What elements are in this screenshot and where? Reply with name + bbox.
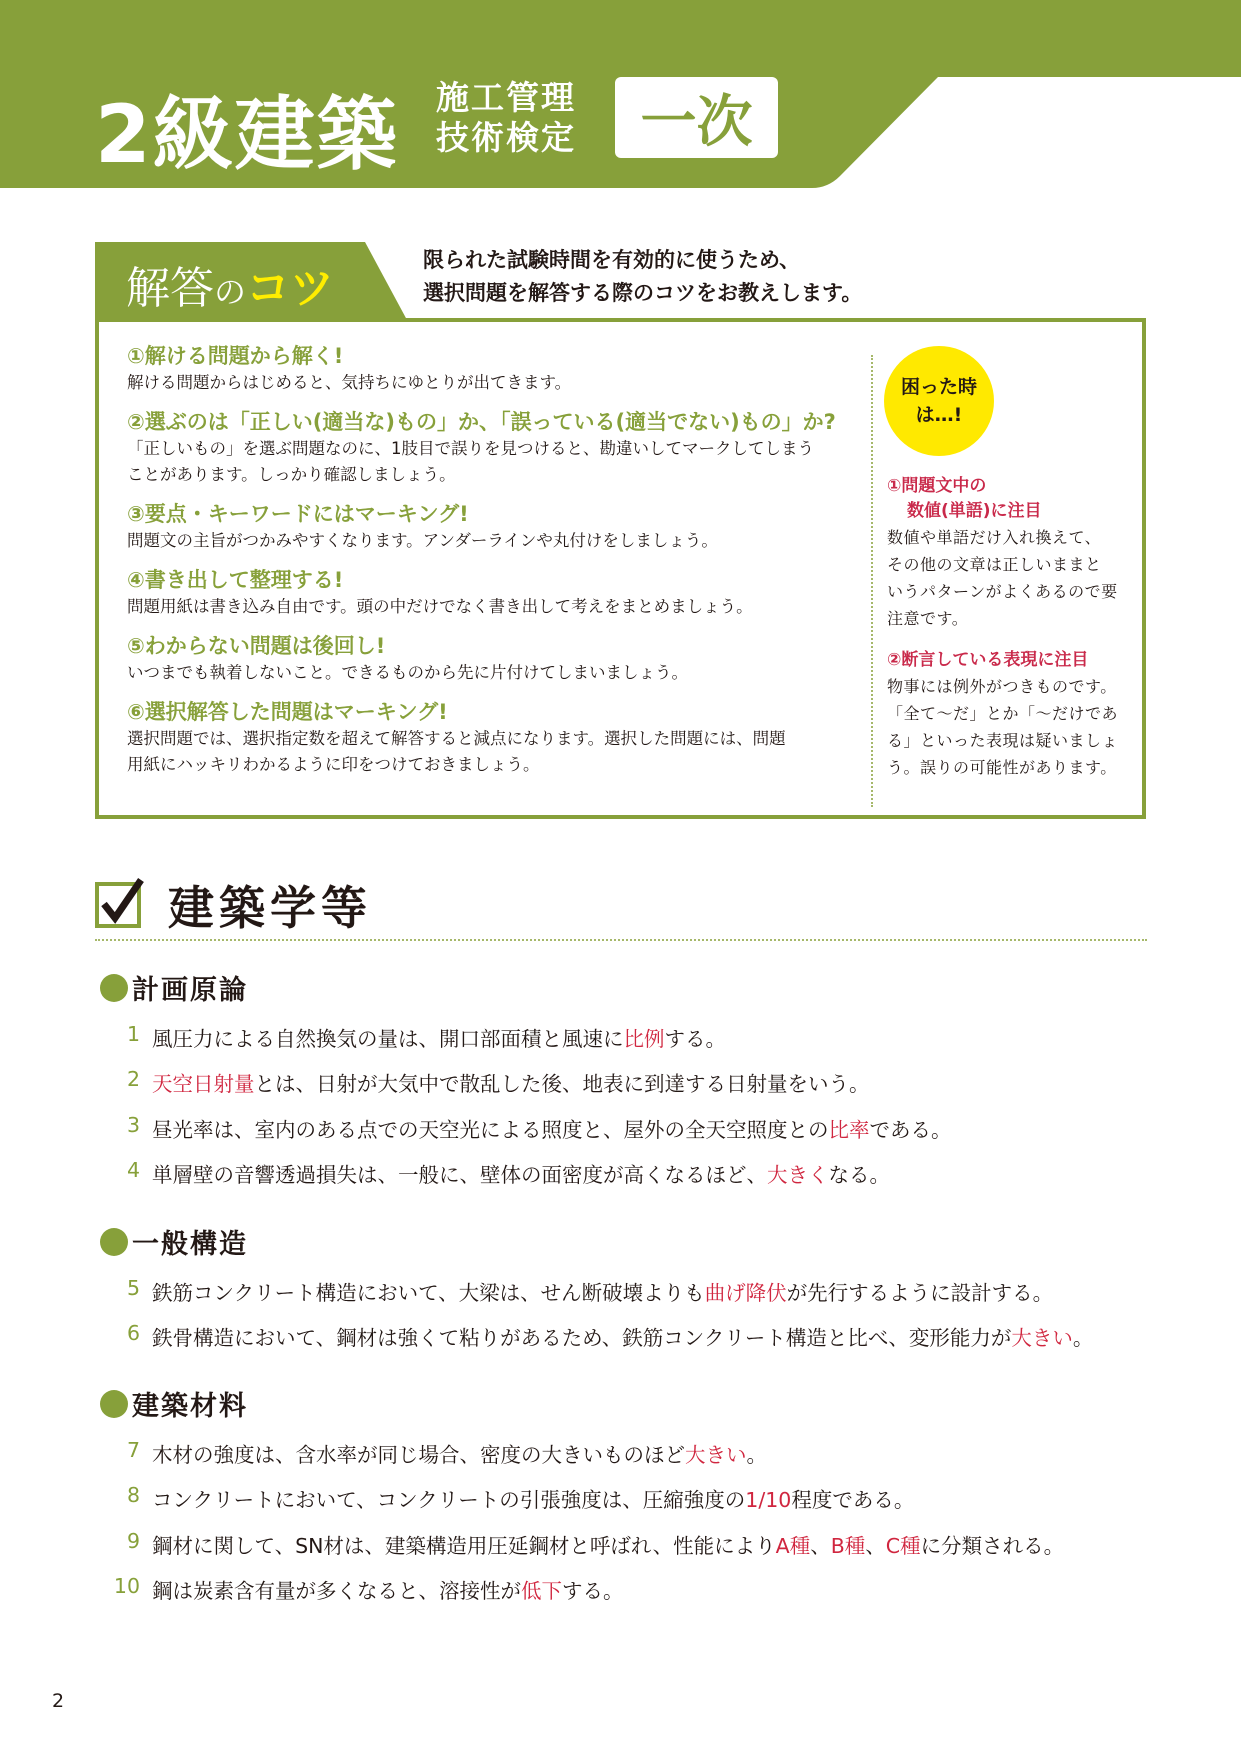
item-text [152,1529,1064,1559]
item-text [152,1574,624,1604]
tip-heading: ③要点・キーワードにはマーキング! [127,502,469,526]
subtitle-line-1: 施工管理 [436,78,576,117]
keyword-highlight: 低下 [521,1579,562,1603]
text-segment: 、 [865,1534,886,1558]
statement-item [104,1113,952,1143]
tips-list [127,342,857,778]
tab-label-1: 解答 [126,263,214,314]
text-segment: 。 [746,1443,767,1467]
statement-item [104,1276,1053,1306]
group-heading [100,1384,248,1423]
item-number: 7 [126,1438,140,1462]
bullet-icon [100,1390,128,1418]
tip-heading: ⑥選択解答した問題はマーキング! [127,700,448,724]
text-segment: 昼光率は、室内のある点での天空光による照度と、屋外の全天空照度との [152,1118,829,1142]
keyword-highlight: 大きい [685,1443,747,1467]
statement-item [104,1438,767,1468]
item-number: 8 [126,1483,140,1507]
item-text [152,1321,1093,1351]
tip-body: 用紙にハッキリわかるように印をつけておきましょう。 [127,755,540,774]
side-body-1 [887,524,1132,632]
tip-heading: ④書き出して整理する! [127,568,344,592]
statement-item [104,1574,624,1604]
side-body-line: 数値や単語だけ入れ換えて、 [887,528,1102,547]
keyword-highlight: 曲げ降伏 [704,1281,787,1305]
tab-label-3: コツ [246,263,335,314]
tip-heading: ⑤わからない問題は後回し! [127,634,386,658]
checkbox-icon [95,878,145,928]
statement-item [104,1022,726,1052]
side-body-line: う。誤りの可能性があります。 [887,758,1117,777]
intro-line-2: 選択問題を解答する際のコツをお教えします。 [423,281,863,305]
text-segment: である。 [869,1118,952,1142]
item-text [152,1067,870,1097]
text-segment: 風圧力による自然換気の量は、開口部面積と風速に [152,1027,624,1051]
side-body-line: 注意です。 [887,609,969,628]
side-body-line: 物事には例外がつきものです。 [887,677,1117,696]
text-segment: する。 [664,1027,726,1051]
text-segment: に分類される。 [920,1534,1065,1558]
text-segment: 木材の強度は、含水率が同じ場合、密度の大きいものほど [152,1443,685,1467]
text-segment: 鋼は炭素含有量が多くなると、溶接性が [152,1579,521,1603]
side-body-line: いうパターンがよくあるので要 [887,582,1118,601]
statement-item [104,1529,1064,1559]
item-text [152,1438,767,1468]
section-title: 建築学等 [168,881,372,935]
statement-item [104,1321,1093,1351]
tip-body: いつまでも執着しないこと。できるものから先に片付けてしまいましょう。 [127,663,688,682]
tip-heading: ②選ぶのは「正しい(適当な)もの」か、「誤っている(適当でない)もの」か? [127,410,836,434]
item-text [152,1483,914,1513]
group-title: 建築材料 [132,1391,248,1422]
keyword-highlight: 比例 [623,1027,665,1051]
text-segment: なる。 [828,1163,890,1187]
statement-item [104,1158,890,1188]
keyword-highlight: A種 [775,1534,811,1558]
statement-item [104,1067,870,1097]
tip-body: 「正しいもの」を選ぶ問題なのに、1肢目で誤りを見つけると、勘違いしてマークしてしまう [127,439,814,458]
text-segment: 鉄筋コンクリート構造において、大梁は、せん断破壊よりも [152,1281,705,1305]
item-number: 2 [126,1067,140,1091]
keyword-highlight: 大きく [767,1163,829,1187]
tip-body: 選択問題では、選択指定数を超えて解答すると減点になります。選択した問題には、問題 [127,729,786,748]
item-number: 5 [126,1276,140,1300]
keyword-highlight: B種 [830,1534,866,1558]
tip-body: 問題文の主旨がつかみやすくなります。アンダーラインや丸付けをしましょう。 [127,531,718,550]
exam-subtitle [436,78,576,158]
tip-body: 解ける問題からはじめると、気持ちにゆとりが出てきます。 [127,373,572,392]
text-segment: が先行するように設計する。 [786,1281,1054,1305]
tab-label-2: の [214,273,247,311]
item-number: 4 [126,1158,140,1182]
text-segment: 鉄骨構造において、鋼材は強くて粘りがあるため、鉄筋コンクリート構造と比べ、変形能力が [152,1326,1012,1350]
text-segment: コンクリートにおいて、コンクリートの引張強度は、圧縮強度の [152,1488,746,1512]
group-title: 計画原論 [132,975,248,1006]
keyword-highlight: 1/10 [745,1488,792,1512]
trouble-tips [887,474,1132,797]
item-number: 6 [126,1321,140,1345]
side-body-line: る」といった表現は疑いましょ [887,731,1119,750]
keyword-highlight: 天空日射量 [152,1072,255,1096]
tips-intro [423,244,862,310]
bullet-icon [100,1228,128,1256]
side-heading-2: ②断言している表現に注目 [887,650,1089,670]
group-heading [100,968,248,1007]
tip-heading: ①解ける問題から解く! [127,344,344,368]
side-body-line: その他の文章は正しいままと [887,555,1102,574]
group-title: 一般構造 [132,1229,248,1260]
item-number: 10 [113,1574,140,1598]
statement-item [104,1483,914,1513]
side-heading-1a: ①問題文中の [887,476,987,496]
exam-title: 2級建築 [95,88,399,181]
text-segment: 単層壁の音響透過損失は、一般に、壁体の面密度が高くなるほど、 [152,1163,767,1187]
keyword-highlight: 大きい [1011,1326,1073,1350]
text-segment: 、 [810,1534,831,1558]
item-text [152,1113,952,1143]
tips-tab-label [126,252,334,316]
subtitle-line-2: 技術検定 [436,118,576,157]
text-segment: 鋼材に関して、SN材は、建築構造用圧延鋼材と呼ばれ、性能により [152,1534,776,1558]
text-segment: 程度である。 [791,1488,915,1512]
side-body-line: 「全て〜だ」とか「〜だけであ [887,704,1119,723]
text-segment: する。 [562,1579,624,1603]
item-number: 9 [126,1529,140,1553]
text-segment: 。 [1072,1326,1094,1350]
section-divider [95,939,1147,941]
exam-level-badge: 一次 [615,77,778,158]
keyword-highlight: 比率 [828,1118,870,1142]
keyword-highlight: C種 [885,1534,921,1558]
trouble-bubble [884,346,994,456]
bubble-line-2: は…! [915,404,963,426]
item-number: 3 [126,1113,140,1137]
side-body-2 [887,673,1132,781]
dotted-divider [871,355,873,807]
side-heading-1b: 数値(単語)に注目 [907,501,1042,521]
bullet-icon [100,974,128,1002]
intro-line-1: 限られた試験時間を有効的に使うため、 [423,248,801,272]
tip-body: 問題用紙は書き込み自由です。頭の中だけでなく書き出して考えをまとめましょう。 [127,597,753,616]
text-segment: とは、日射が大気中で散乱した後、地表に到達する日射量をいう。 [254,1072,870,1096]
item-text [152,1022,726,1052]
tip-body: ことがあります。しっかり確認しましょう。 [127,465,456,484]
item-number: 1 [126,1022,140,1046]
group-heading [100,1222,248,1261]
item-text [152,1276,1053,1306]
bubble-line-1: 困った時 [900,376,977,398]
page-number: 2 [52,1690,65,1712]
item-text [152,1158,890,1188]
